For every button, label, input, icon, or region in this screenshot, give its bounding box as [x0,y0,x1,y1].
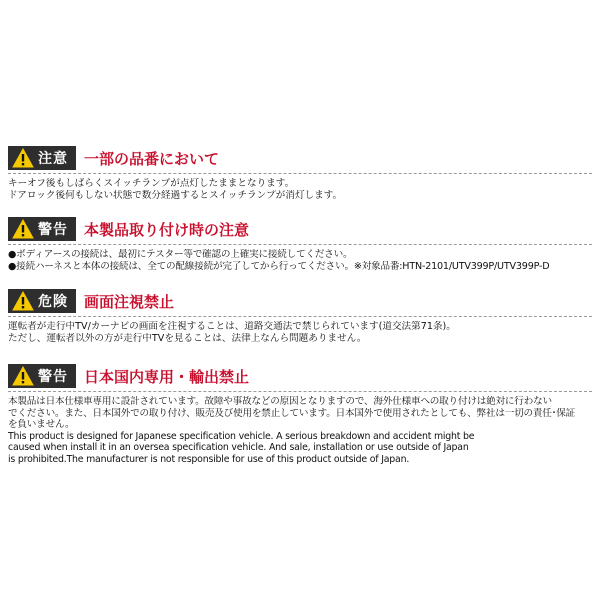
section-body [8,249,592,272]
caution-badge [8,146,76,170]
badge-label: 注意 [38,151,68,167]
section-header [8,145,592,171]
section-title: 画面注視禁止 [84,292,175,311]
body-line: 運転者が走行中TV/カーナビの画面を注視することは、道路交通法で禁じられています(道交法第71条)。 [8,321,456,332]
warning-badge [8,217,76,241]
warning-triangle-icon [12,291,34,311]
body-line: でください。また、日本国外での取り付け、販売及び使用を禁止しています。日本国外で使用されたとしても、弊社は一切の責任･保証 [8,407,576,419]
notice-section-caution [8,145,592,201]
section-header [8,363,592,389]
english-line: is prohibited.The manufacturer is not responsible for use of this product outside of Japan. [8,453,410,465]
section-title: 日本国内専用・輸出禁止 [84,367,250,386]
english-line: This product is designed for Japanese specification vehicle. A serious breakdown and accident might be [8,430,475,442]
body-line: 本製品は日本仕様車専用に設計されています。故障や事故などの原因となりますので、海外仕様車への取り付けは絶対に行わない [8,396,552,407]
warning-triangle-icon [12,366,34,386]
section-body [8,321,592,344]
section-body [8,178,592,201]
badge-label: 警告 [38,222,68,238]
warning-triangle-icon [12,219,34,239]
body-line: キーオフ後もしばらくスイッチランプが点灯したままとなります。 [8,178,295,189]
body-line: ●接続ハーネスと本体の接続は、全ての配線接続が完了してから行ってください。※対象品番:HTN-2101/UTV399P/UTV399P-D [8,260,550,272]
section-header [8,288,592,314]
warning-badge [8,364,76,388]
body-line: ただし、運転者以外の方が走行中TVを見ることは、法律上なんら問題ありません。 [8,332,367,344]
body-line: ドアロック後何もしない状態で数分経過するとスイッチランプが消灯します。 [8,189,343,201]
section-title: 一部の品番において [84,149,220,168]
section-title: 本製品取り付け時の注意 [84,220,250,239]
notice-section-warning-install [8,216,592,272]
badge-label: 危険 [38,294,68,310]
danger-badge [8,289,76,313]
section-header [8,216,592,242]
section-body [8,396,592,465]
dashed-divider [8,244,592,245]
dashed-divider [8,316,592,317]
english-line: caused when install it in an oversea specification vehicle. And sale, installation or use outside of Japan [8,442,469,453]
body-line: ●ボディアースの接続は、最初にテスター等で確認の上確実に接続してください。 [8,249,353,260]
dashed-divider [8,173,592,174]
dashed-divider [8,391,592,392]
english-notice [8,431,592,466]
notice-section-warning-export [8,363,592,465]
badge-label: 警告 [38,369,68,385]
notice-section-danger-screen [8,288,592,344]
warning-triangle-icon [12,148,34,168]
body-line: を負いません。 [8,419,75,430]
